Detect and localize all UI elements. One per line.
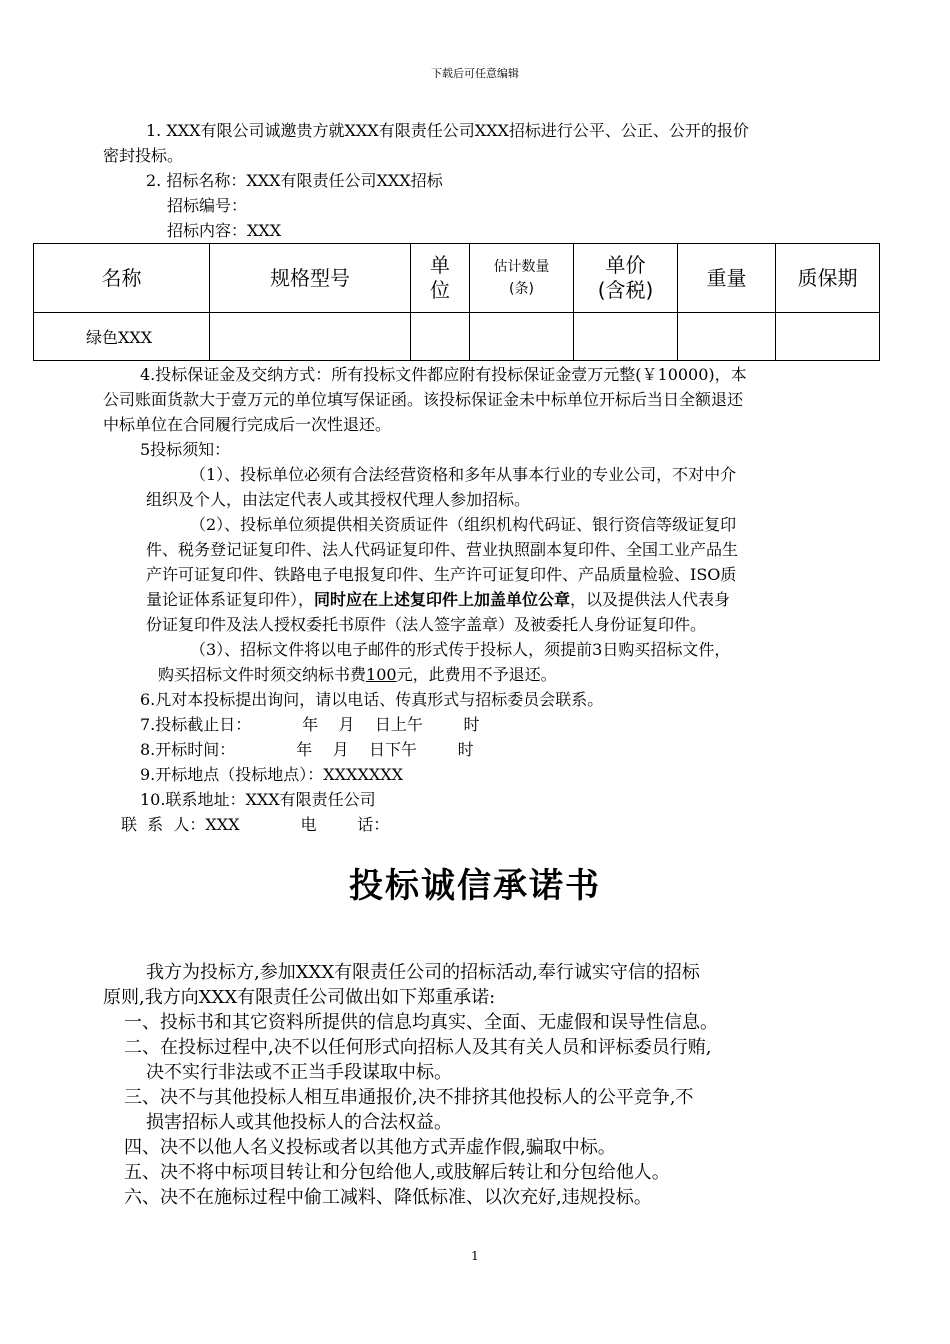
clause-1-line-2: 密封投标。 — [103, 146, 184, 165]
page-number: 1 — [471, 1249, 479, 1263]
table-row — [34, 313, 880, 361]
clause-1-line-1: 1. XXX有限公司诚邀贵方就XXX有限责任公司XXX招标进行公平、公正、公开的报价 — [146, 121, 749, 140]
pledge-item-5: 五、决不将中标项目转让和分包给他人,或肢解后转让和分包给他人。 — [124, 1162, 670, 1183]
clause-5-2-line-5: 份证复印件及法人授权委托书原件（法人签字盖章）及被委托人身份证复印件。 — [146, 615, 707, 634]
table-header-row — [34, 244, 880, 313]
pledge-item-6: 六、决不在施标过程中偷工减料、降低标准、以次充好,违规投标。 — [124, 1187, 652, 1208]
clause-2-bid-name: 2. 招标名称：XXX有限责任公司XXX招标 — [146, 171, 443, 190]
clause-5-2-line-1: （2）、投标单位须提供相关资质证件（组织机构代码证、银行资信等级证复印 — [190, 515, 737, 534]
clause-6: 6.凡对本投标提出询问，请以电话、传真形式与招标委员会联系。 — [140, 690, 604, 709]
cell-unit — [411, 313, 470, 361]
pledge-item-2-line-1: 二、在投标过程中,决不以任何形式向招标人及其有关人员和评标委员行贿, — [124, 1037, 712, 1058]
pledge-item-3-line-2: 损害招标人或其他投标人的合法权益。 — [146, 1112, 452, 1133]
clause-5-1-line-1: （1）、投标单位必须有合法经营资格和多年从事本行业的专业公司，不对中介 — [190, 465, 737, 484]
cell-warranty — [776, 313, 880, 361]
cell-price — [574, 313, 678, 361]
pledge-item-3-line-1: 三、决不与其他投标人相互串通报价,决不排挤其他投标人的公平竞争,不 — [124, 1087, 694, 1108]
clause-4-line-3: 中标单位在合同履行完成后一次性退还。 — [103, 415, 392, 434]
clause-2-bid-number: 招标编号： — [167, 196, 248, 215]
column-header-name: 名称 — [34, 244, 210, 313]
clause-10-address: 10.联系地址：XXX有限责任公司 — [140, 790, 376, 809]
pledge-intro-line-2: 原则,我方向XXX有限责任公司做出如下郑重承诺: — [103, 987, 496, 1008]
cell-spec — [210, 313, 411, 361]
page-header: 下载后可任意编辑 — [431, 67, 519, 80]
pledge-title: 投标诚信承诺书 — [349, 866, 601, 906]
pledge-item-1: 一、投标书和其它资料所提供的信息均真实、全面、无虚假和误导性信息。 — [124, 1012, 718, 1033]
clause-5-3-line-2 — [158, 665, 557, 685]
unit-line-2: 位 — [430, 278, 450, 302]
pledge-intro-line-1: 我方为投标方,参加XXX有限责任公司的招标活动,奉行诚实守信的招标 — [146, 962, 700, 983]
clause-5-3-line-1: （3）、招标文件将以电子邮件的形式传于投标人，须提前3日购买招标文件， — [190, 640, 731, 659]
clause-5-2-line-2: 件、税务登记证复印件、法人代码证复印件、营业执照副本复印件、全国工业产品生 — [146, 540, 739, 559]
clause-5-3-line-2-start: 购买招标文件时须交纳标书费 — [158, 665, 367, 684]
cell-name: 绿色XXX — [34, 313, 210, 361]
price-line-2: (含税) — [597, 278, 654, 302]
column-header-weight: 重量 — [678, 244, 776, 313]
seal-requirement-bold: 同时应在上述复印件上加盖单位公章 — [314, 590, 571, 609]
clause-4-line-1: 4.投标保证金及交纳方式：所有投标文件都应附有投标保证金壹万元整(￥10000)，本 — [140, 365, 747, 384]
clause-5-2-line-4-start: 量论证体系证复印件）， — [146, 590, 315, 609]
clause-5-title: 5投标须知： — [140, 440, 231, 459]
qty-line-1: 估计数量 — [493, 259, 550, 275]
clause-5-2-line-4 — [146, 590, 730, 610]
cell-weight — [678, 313, 776, 361]
clause-4-line-2: 公司账面货款大于壹万元的单位填写保证函。该投标保证金未中标单位开标后当日全额退还 — [103, 390, 744, 409]
clause-9-location: 9.开标地点（投标地点）：XXXXXXX — [140, 765, 404, 784]
pledge-item-4: 四、决不以他人名义投标或者以其他方式弄虚作假,骗取中标。 — [124, 1137, 616, 1158]
column-header-spec: 规格型号 — [210, 244, 411, 313]
unit-line-1: 单 — [430, 253, 450, 277]
clause-8-opening-time: 8.开标时间： 年 月 日下午 时 — [140, 740, 474, 759]
clause-2-bid-content: 招标内容：XXX — [167, 221, 282, 240]
column-header-price — [574, 244, 678, 313]
clause-7-deadline: 7.投标截止日： 年 月 日上午 时 — [140, 715, 480, 734]
qty-line-2: (条) — [509, 281, 534, 297]
bid-items-table — [33, 243, 880, 361]
column-header-unit — [411, 244, 470, 313]
cell-quantity — [470, 313, 574, 361]
contact-line: 联 系 人：XXX 电 话： — [121, 815, 390, 834]
price-line-1: 单价 — [605, 253, 646, 277]
pledge-item-2-line-2: 决不实行非法或不正当手段谋取中标。 — [146, 1062, 452, 1083]
bid-fee-amount: 100 — [366, 665, 397, 684]
column-header-quantity — [470, 244, 574, 313]
clause-5-3-line-2-end: 元，此费用不予退还。 — [396, 665, 557, 684]
clause-5-2-line-3: 产许可证复印件、铁路电子电报复印件、生产许可证复印件、产品质量检验、ISO质 — [146, 565, 737, 584]
column-header-warranty: 质保期 — [776, 244, 880, 313]
clause-5-2-line-4-end: ，以及提供法人代表身 — [570, 590, 731, 609]
clause-5-1-line-2: 组织及个人，由法定代表人或其授权代理人参加招标。 — [146, 490, 531, 509]
